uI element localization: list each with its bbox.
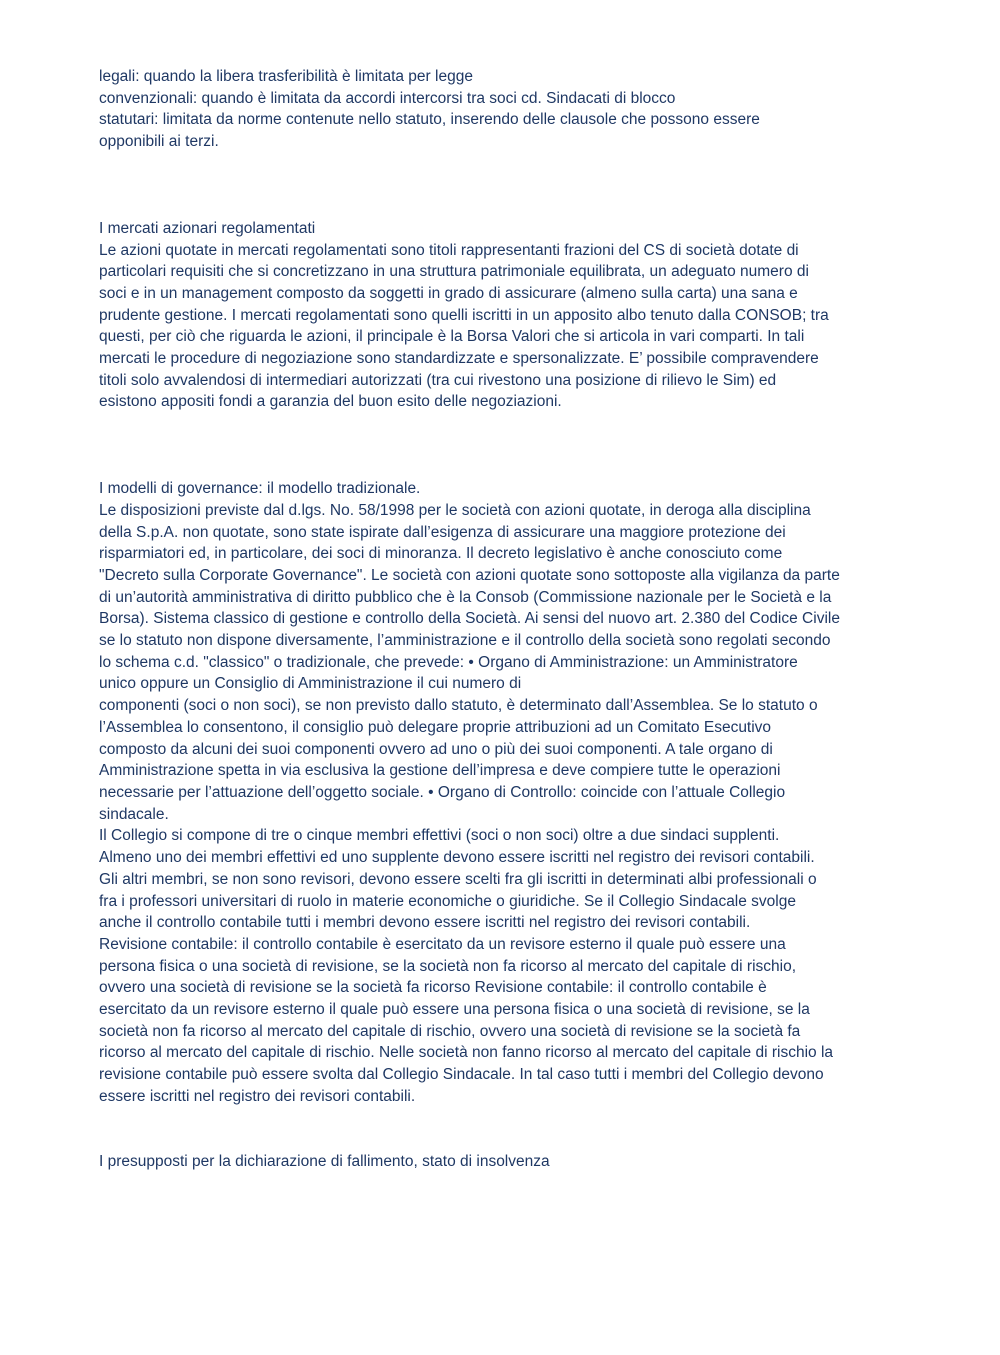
text-line: risparmiatori ed, in particolare, dei soci di minoranza. Il decreto legislativo è anche conosciuto come xyxy=(99,545,783,563)
paragraph-spacer xyxy=(99,153,899,218)
text-line: Gli altri membri, se non sono revisori, devono essere scelti fra gli iscritti in determinati albi professionali o xyxy=(99,870,817,888)
section-heading: I mercati azionari regolamentati xyxy=(99,219,316,237)
text-line: "Decreto sulla Corporate Governance". Le società con azioni quotate sono sottoposte alla vigilanza da parte xyxy=(99,566,840,584)
section-share-transfer-limits xyxy=(99,66,899,153)
text-line: unico oppure un Consiglio di Amministrazione il cui numero di xyxy=(99,675,522,693)
text-line: Almeno uno dei membri effettivi ed uno supplente devono essere iscritti nel registro dei revisori contabili. xyxy=(99,849,815,867)
text-line: se lo statuto non dispone diversamente, l’amministrazione e il controllo della società sono regolati secondo xyxy=(99,632,831,650)
text-line: esistono appositi fondi a garanzia del buon esito delle negoziazioni. xyxy=(99,393,562,411)
text-line: sindacale. xyxy=(99,805,169,823)
text-line: Revisione contabile: il controllo contabile è esercitato da un revisore esterno il quale può essere una xyxy=(99,935,786,953)
text-line: convenzionali: quando è limitata da accordi intercorsi tra soci cd. Sindacati di blocco xyxy=(99,89,676,107)
text-line: ricorso al mercato del capitale di rischio. Nelle società non fanno ricorso al mercato del capitale di rischio la xyxy=(99,1044,834,1062)
text-line: revisione contabile può essere svolta dal Collegio Sindacale. In tal caso tutti i membri del Collegio devono xyxy=(99,1066,824,1084)
section-heading: I presupposti per la dichiarazione di fallimento, stato di insolvenza xyxy=(99,1152,550,1170)
text-line: questi, per ciò che riguarda le azioni, il principale è la Borsa Valori che si articola in vari comparti. In tali xyxy=(99,328,805,346)
text-line: di un’autorità amministrativa di diritto pubblico che è la Consob (Commissione nazionale per le Società e la xyxy=(99,588,832,606)
section-heading: I modelli di governance: il modello tradizionale. xyxy=(99,480,421,498)
text-line: Il Collegio si compone di tre o cinque membri effettivi (soci o non soci) oltre a due sindaci supplenti. xyxy=(99,827,780,845)
text-line: particolari requisiti che si concretizzano in una struttura patrimoniale equilibrata, un adeguato numero di xyxy=(99,263,809,281)
text-line: l’Assemblea lo consentono, il consiglio può delegare proprie attribuzioni ad un Comitato Esecutivo xyxy=(99,718,772,736)
text-line: Borsa). Sistema classico di gestione e controllo della Società. Ai sensi del nuovo art. 2.380 del Codice Civile xyxy=(99,610,840,628)
text-line: componenti (soci o non soci), se non previsto dallo statuto, è determinato dall’Assemblea. Se lo statuto o xyxy=(99,697,818,715)
text-line: ovvero una società di revisione se la società fa ricorso Revisione contabile: il controllo contabile è xyxy=(99,979,767,997)
text-line: prudente gestione. I mercati regolamentati sono quelli iscritti in un apposito albo tenuto dalla CONSOB; tra xyxy=(99,306,829,324)
text-line: Le disposizioni previste dal d.lgs. No. 58/1998 per le società con azioni quotate, in deroga alla disciplina xyxy=(99,501,811,519)
section-governance-models xyxy=(99,478,899,1107)
text-line: titoli solo avvalendosi di intermediari autorizzati (tra cui rivestono una posizione di rilievo le Sim) ed xyxy=(99,371,777,389)
text-line: Le azioni quotate in mercati regolamentati sono titoli rappresentanti frazioni del CS di società dotate di xyxy=(99,241,799,259)
text-line: soci e in un management composto da soggetti in grado di assicurare (almeno sulla carta) una sana e xyxy=(99,284,798,302)
text-line: lo schema c.d. "classico" o tradizionale, che prevede: • Organo di Amministrazione: un Amministratore xyxy=(99,653,798,671)
text-line: composto da alcuni dei suoi componenti ovvero ad uno o più dei suoi componenti. A tale organo di xyxy=(99,740,773,758)
text-line: Amministrazione spetta in via esclusiva la gestione dell’impresa e deve compiere tutte le operazioni xyxy=(99,762,781,780)
text-line: esercitato da un revisore esterno il quale può essere una persona fisica o una società di revisione, se la xyxy=(99,1001,810,1019)
section-bankruptcy xyxy=(99,1151,899,1173)
text-line: fra i professori universitari di ruolo in materie economiche o giuridiche. Se il Collegio Sindacale svolge xyxy=(99,892,796,910)
text-line: persona fisica o una società di revisione, se la società non fa ricorso al mercato del capitale di rischio, xyxy=(99,957,797,975)
text-line: opponibili ai terzi. xyxy=(99,133,219,151)
text-line: società non fa ricorso al mercato del capitale di rischio, ovvero una società di revisione se la società fa xyxy=(99,1022,801,1040)
text-line: statutari: limitata da norme contenute nello statuto, inserendo delle clausole che possono essere xyxy=(99,111,760,129)
text-line: legali: quando la libera trasferibilità è limitata per legge xyxy=(99,68,473,85)
document-page xyxy=(99,66,899,1172)
section-regulated-markets xyxy=(99,218,899,413)
text-line: necessarie per l’attuazione dell’oggetto sociale. • Organo di Controllo: coincide con l’attuale Collegio xyxy=(99,783,786,801)
text-line: della S.p.A. non quotate, sono state ispirate dall’esigenza di assicurare una maggiore protezione dei xyxy=(99,523,786,541)
paragraph-spacer xyxy=(99,1108,899,1151)
paragraph-spacer xyxy=(99,413,899,478)
text-line: mercati le procedure di negoziazione sono standardizzate e spersonalizzate. E’ possibile compravendere xyxy=(99,350,819,368)
text-line: anche il controllo contabile tutti i membri devono essere iscritti nel registro dei revisori contabili. xyxy=(99,914,751,932)
text-line: essere iscritti nel registro dei revisori contabili. xyxy=(99,1087,416,1105)
